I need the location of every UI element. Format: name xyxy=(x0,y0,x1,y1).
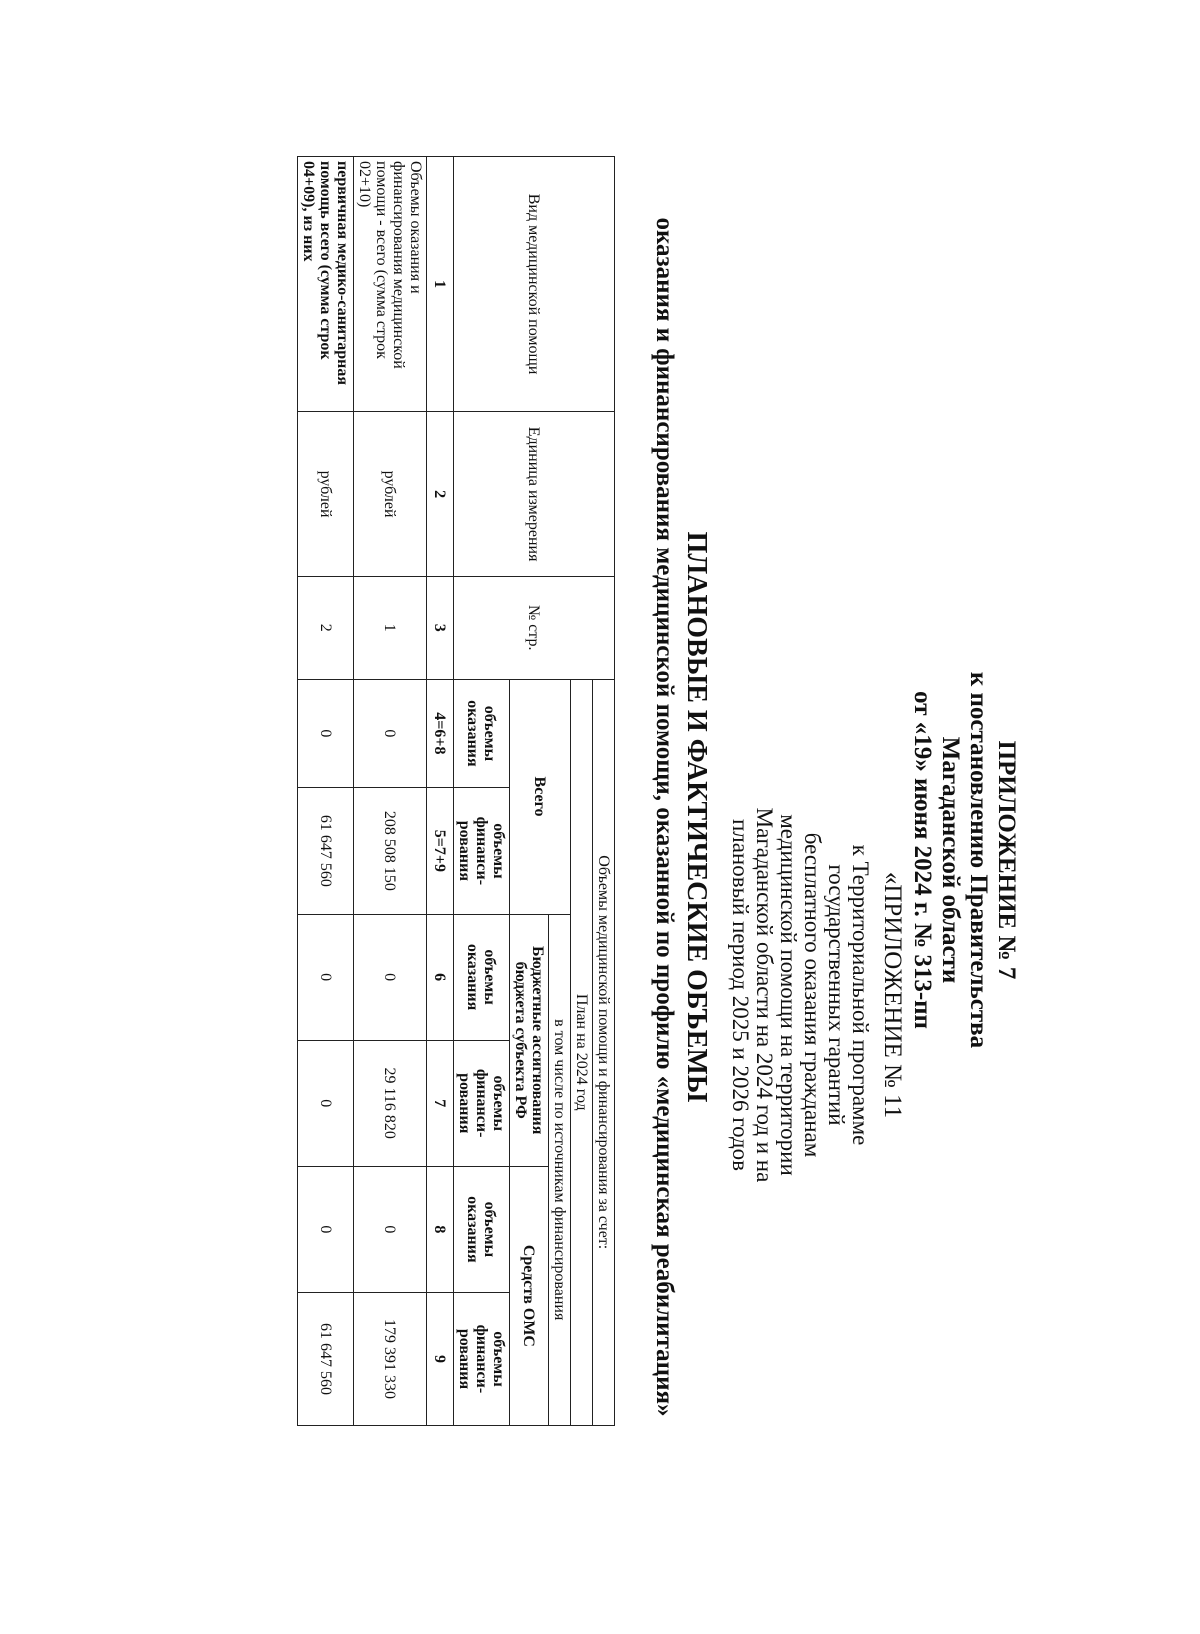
reference-block xyxy=(728,685,904,1305)
column-index: 6 xyxy=(427,914,454,1040)
reference-title: «ПРИЛОЖЕНИЕ № 11 xyxy=(879,871,906,1119)
header-group-main: Объемы медицинской помощи и финансирования за счет: xyxy=(593,679,615,1425)
cell-unit: рублей xyxy=(298,412,354,577)
appendix-line: Магаданской области xyxy=(937,736,964,984)
header-group-budget: Бюджетные ассигнования бюджета субъекта РФ xyxy=(510,914,549,1166)
cell-oms-finance: 179 391 330 xyxy=(354,1292,427,1425)
cell-total-volume: 0 xyxy=(354,679,427,788)
table-row xyxy=(354,157,427,1426)
appendix-line: к постановлению Правительства xyxy=(965,671,992,1049)
header-group-oms: Средств ОМС xyxy=(510,1166,549,1425)
column-index: 2 xyxy=(427,412,454,577)
column-index: 8 xyxy=(427,1166,454,1292)
column-index: 3 xyxy=(427,577,454,680)
cell-oms-volume: 0 xyxy=(354,1166,427,1292)
header-budget-finance: объемы финанси-рования xyxy=(454,1040,510,1166)
cell-type: первичная медико-санитарная помощь всего (сумма строк 04+09), из них xyxy=(298,157,354,412)
header-total-volume: объемы оказания xyxy=(454,679,510,788)
reference-line: к Территориальной программе xyxy=(848,844,873,1146)
cell-oms-volume: 0 xyxy=(298,1166,354,1292)
cell-total-finance: 208 508 150 xyxy=(354,788,427,914)
header-unit: Единица измерения xyxy=(454,412,615,577)
header-type: Вид медицинской помощи xyxy=(454,157,615,412)
header-group-plan: План на 2024 год xyxy=(571,679,593,1425)
column-index: 7 xyxy=(427,1040,454,1166)
header-budget-volume: объемы оказания xyxy=(454,914,510,1040)
cell-type: Объемы оказания и финансирования медицинской помощи - всего (сумма строк 02+10) xyxy=(354,157,427,412)
cell-total-finance: 61 647 560 xyxy=(298,788,354,914)
cell-total-volume: 0 xyxy=(298,679,354,788)
document-title: ПЛАНОВЫЕ И ФАКТИЧЕСКИЕ ОБЪЕМЫ xyxy=(681,531,712,1103)
table-row xyxy=(298,157,354,1426)
appendix-date: от «19» июня 2024 г. № 313-пп xyxy=(909,691,936,1029)
cell-num: 2 xyxy=(298,577,354,680)
cell-budget-finance: 0 xyxy=(298,1040,354,1166)
header-total-finance: объемы финанси-рования xyxy=(454,788,510,914)
reference-line: Магаданской области на 2024 год и на xyxy=(752,807,777,1183)
cell-budget-volume: 0 xyxy=(298,914,354,1040)
column-index: 1 xyxy=(427,157,454,412)
header-group-sources: в том числе по источникам финансирования xyxy=(549,914,571,1426)
reference-line: плановый период 2025 и 2026 годов xyxy=(728,818,753,1172)
cell-budget-finance: 29 116 820 xyxy=(354,1040,427,1166)
cell-budget-volume: 0 xyxy=(354,914,427,1040)
volumes-table xyxy=(297,156,615,1426)
header-oms-volume: объемы оказания xyxy=(454,1166,510,1292)
cell-num: 1 xyxy=(354,577,427,680)
column-index: 5=7+9 xyxy=(427,788,454,914)
cell-unit: рублей xyxy=(354,412,427,577)
reference-line: бесплатного оказания гражданам xyxy=(800,832,825,1158)
appendix-header xyxy=(908,580,1020,1140)
column-index: 9 xyxy=(427,1292,454,1425)
reference-line: медицинской помощи на территории xyxy=(776,814,801,1176)
header-row-number: № стр. xyxy=(454,577,615,680)
header-oms-finance: объемы финанси-рования xyxy=(454,1292,510,1425)
reference-line: государственных гарантий xyxy=(824,864,849,1126)
document-subtitle: оказания и финансирования медицинской помощи, оказанной по профилю «медицинская реабилитация» xyxy=(651,217,678,1417)
column-index: 4=6+8 xyxy=(427,679,454,788)
appendix-title: ПРИЛОЖЕНИЕ № 7 xyxy=(993,740,1020,980)
cell-oms-finance: 61 647 560 xyxy=(298,1292,354,1425)
header-group-total: Всего xyxy=(510,679,571,914)
column-index-row xyxy=(427,157,454,1426)
